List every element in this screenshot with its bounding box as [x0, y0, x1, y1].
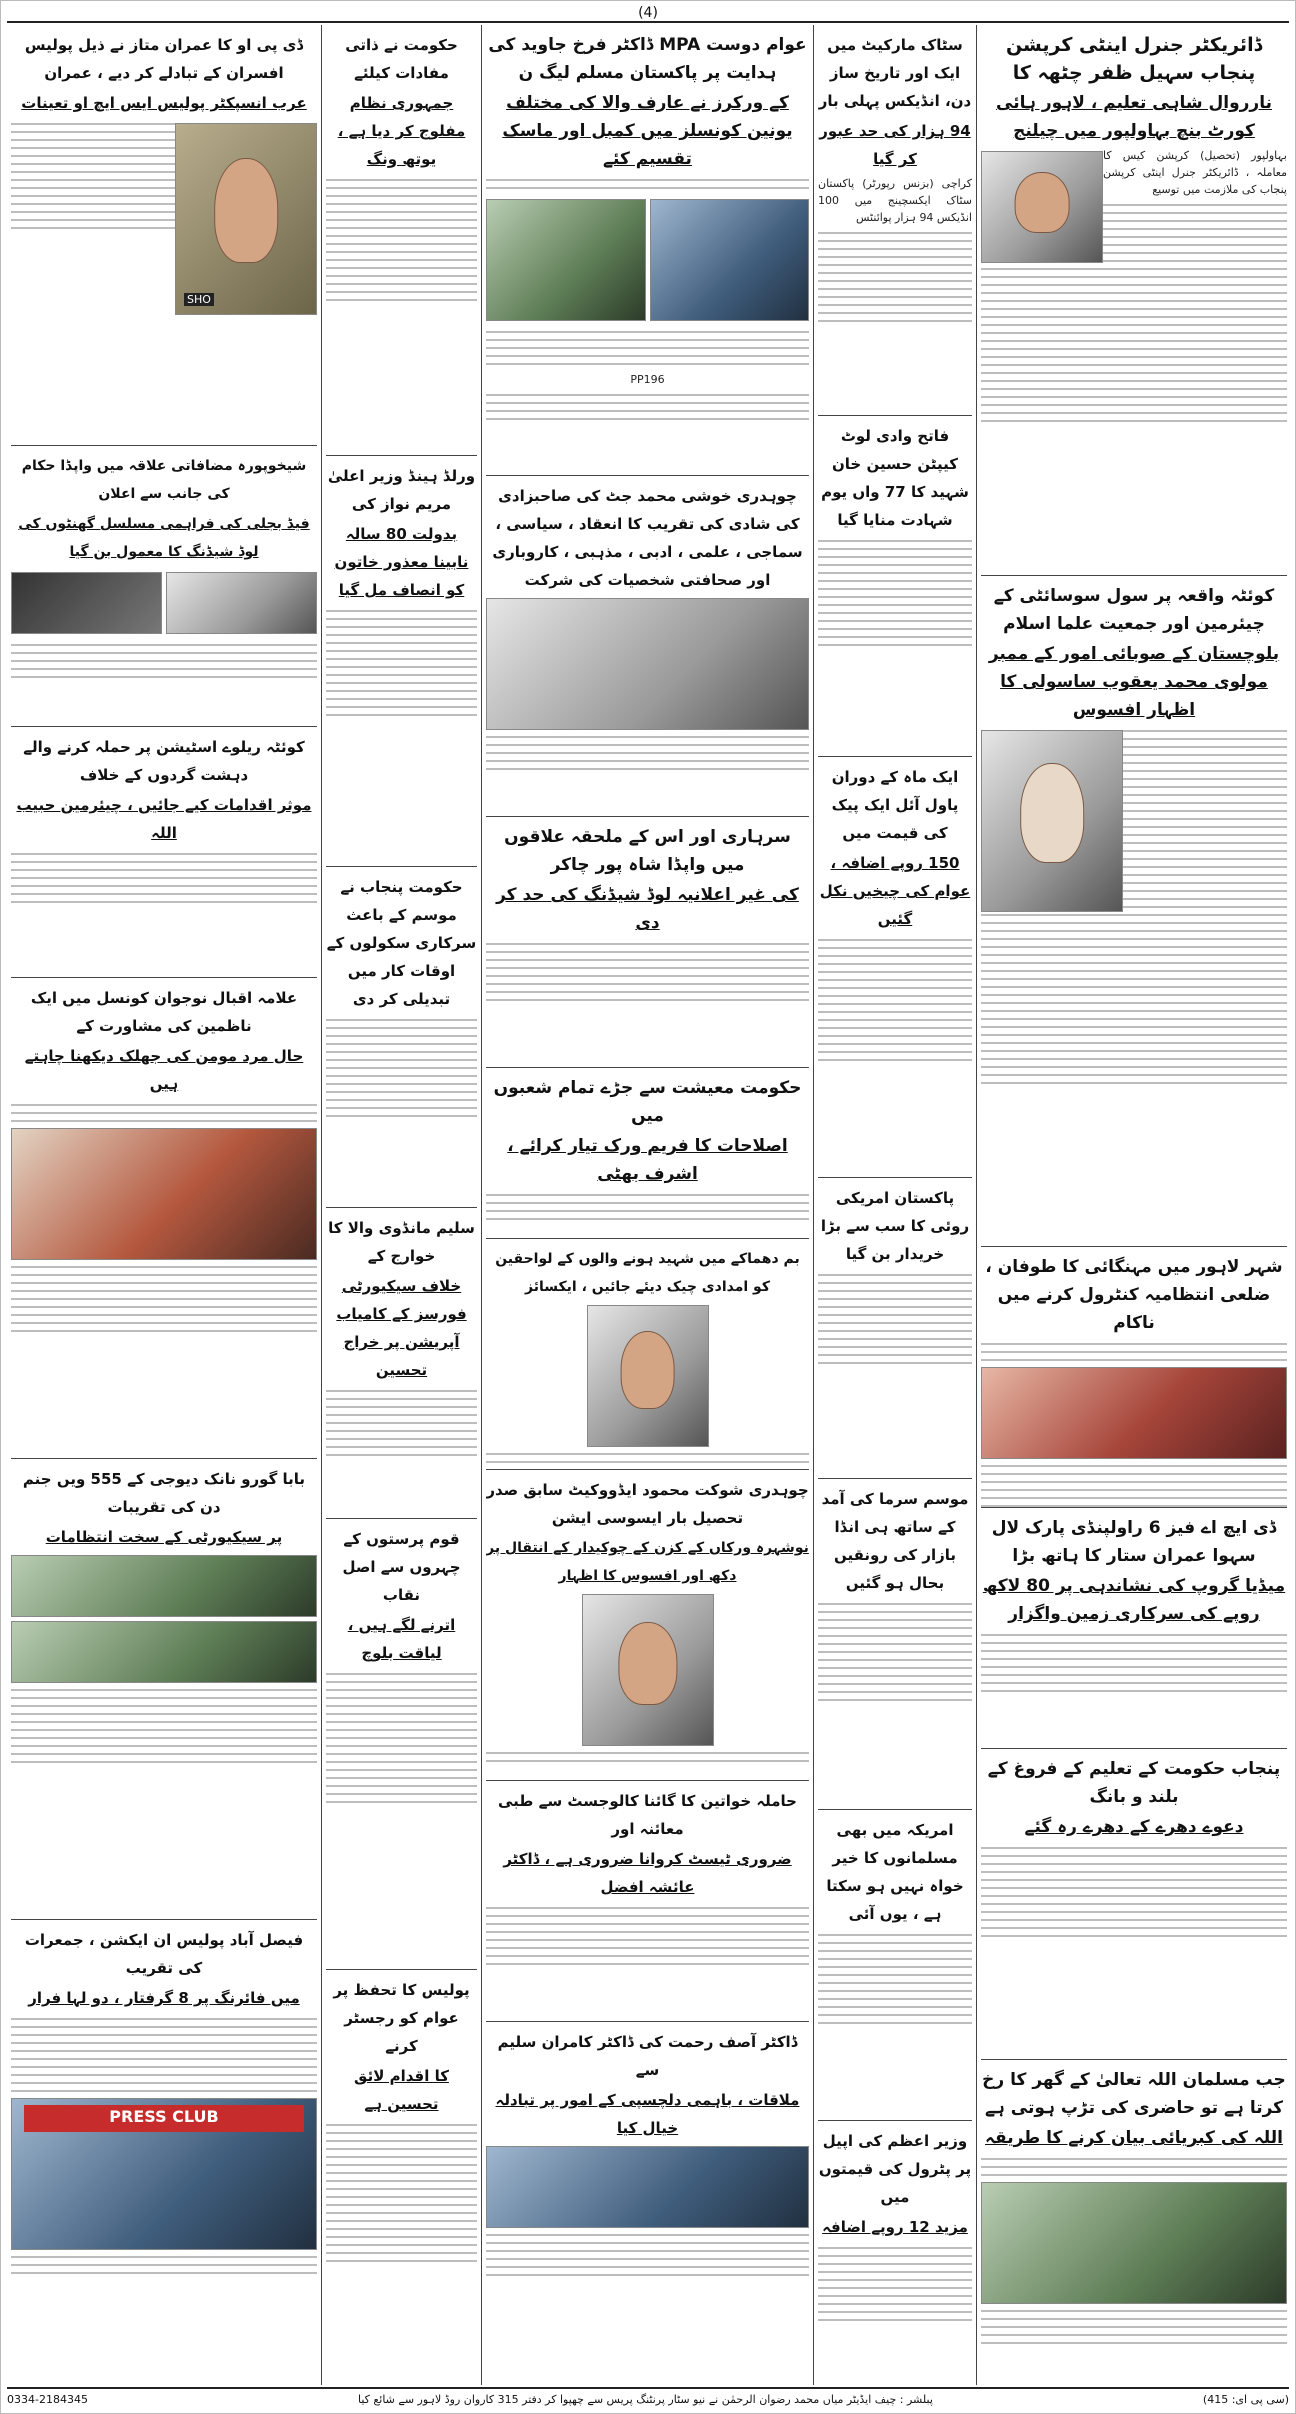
subheadline: پر سیکیورٹی کے سخت انتظامات	[45, 1528, 283, 1546]
headline: حاملہ خواتین کا گائنا کالوجسٹ سے طبی معائنہ اور	[498, 1792, 797, 1838]
subheadline: اصلاحات کا فریم ورک تیار کرائے ، اشرف بھٹی	[507, 1136, 788, 1184]
story	[486, 817, 809, 1068]
story-text-lines	[818, 2247, 972, 2321]
subheadline: ضروری ٹیسٹ کروانا ضروری ہے ، ڈاکٹر عائشہ افضل	[503, 1850, 792, 1896]
column-5	[7, 25, 321, 2385]
subheadline: کا اقدام لائق تحسین ہے	[354, 2067, 449, 2113]
story	[818, 2121, 972, 2385]
headline: حکومت پنجاب نے موسم کے باعث سرکاری سکولوں کے اوقات کار میں تبدیلی کر دی	[326, 878, 477, 1008]
headline: سرہاری اور اس کے ملحقہ علاقوں میں واپڈا شاہ پور چاکر	[504, 827, 791, 875]
cleric-photo	[981, 730, 1123, 912]
story-text-lines	[326, 610, 477, 716]
story-text-lines	[981, 2310, 1287, 2344]
story-text-lines	[11, 1104, 317, 1122]
story-text-lines	[818, 1274, 972, 1364]
headline: کوئٹہ ریلوے اسٹیشن پر حملہ کرنے والے دہشت گردوں کے خلاف	[23, 738, 305, 784]
subheadline: دعوے دھرے کے دھرے رہ گئے	[1024, 1817, 1244, 1837]
story	[11, 25, 317, 446]
story-text-lines	[818, 939, 972, 1061]
story-text-lines	[11, 1266, 317, 1332]
headline: موسم سرما کی آمد کے ساتھ ہی انڈا بازار کی رونقیں بحال ہو گئیں	[821, 1490, 969, 1592]
area-photo	[166, 572, 317, 634]
photo-caption: PP196	[630, 373, 665, 386]
meeting-photo	[486, 2146, 809, 2228]
story-text-lines	[981, 1634, 1287, 1692]
column-2	[814, 25, 976, 2385]
story-text-lines	[981, 1343, 1287, 1361]
headline: بم دھماکے میں شہید ہونے والوں کے لواحقین کو امدادی چیک دیئے جائیں ، ایکسائز	[495, 1251, 800, 1295]
subheadline: اترنے لگے ہیں ، لیاقت بلوچ	[347, 1616, 456, 1662]
photo-row	[11, 568, 317, 638]
subheadline: ملاقات ، باہمی دلچسپی کے امور پر تبادلہ خیال کیا	[495, 2091, 800, 2137]
story	[818, 1810, 972, 2121]
story	[981, 576, 1287, 1247]
headline: شیخوپورہ مضافاتی علاقہ میں واپڈا حکام کی جانب سے اعلان	[21, 458, 307, 502]
headline: عوام دوست MPA ڈاکٹر فرخ جاوید کی ہدایت پر پاکستان مسلم لیگ ن	[488, 35, 807, 83]
story	[818, 1479, 972, 1810]
story	[326, 1970, 477, 2385]
event-photo	[650, 199, 810, 321]
subheadline: فیڈ بجلی کی فراہمی مسلسل گھنٹوں کی لوڈ شیڈنگ کا معمول بن گیا	[18, 516, 310, 560]
sho-badge: SHO	[184, 293, 214, 306]
story-text-lines	[11, 1689, 317, 1763]
headline: ڈی ایچ اے فیز 6 راولپنڈی پارک لال سہوا عمران ستار کا ہاتھ بڑا	[991, 1518, 1277, 1566]
story	[818, 416, 972, 757]
story-intro: کراچی (بزنس رپورٹر) پاکستان سٹاک ایکسچینج میں 100 انڈیکس 94 ہزار پوائنٹس	[818, 177, 972, 224]
press-club-photo	[11, 2098, 317, 2250]
story-text-lines	[486, 1752, 809, 1762]
headline: حکومت نے ذاتی مفادات کیلئے	[345, 36, 458, 82]
story-text-lines	[326, 1019, 477, 1117]
story-text-lines	[486, 943, 809, 1001]
headline: ڈی پی او کا عمران متاز نے ذیل پولیس افسران کے تبادلے کر دیے ، عمران	[24, 36, 304, 82]
subheadline: میں فائرنگ پر 8 گرفتار ، دو لہا فرار	[28, 1989, 300, 2007]
headline: شہر لاہور میں مہنگائی کا طوفان ، ضلعی انتظامیہ کنٹرول کرنے میں ناکام	[985, 1257, 1283, 1333]
story	[486, 1068, 809, 1239]
meeting-photo	[11, 1621, 317, 1683]
subheadline: کی غیر اعلانیہ لوڈ شیڈنگ کی حد کر دی	[496, 885, 799, 933]
wedding-photo	[486, 598, 809, 730]
story-text-lines	[981, 2158, 1287, 2176]
event-photo	[11, 1128, 317, 1260]
subheadline: بلوچستان کے صوبائی امور کے ممبر مولوی محمد یعقوب ساسولی کا اظہار افسوس	[988, 644, 1280, 720]
headline: پنجاب حکومت کے تعلیم کے فروغ کے بلند و بانگ	[987, 1759, 1281, 1807]
headline: علامہ اقبال نوجوان کونسل میں ایک ناظمین کی مشاورت کے	[30, 989, 298, 1035]
story	[11, 978, 317, 1459]
story-text-lines	[486, 179, 809, 189]
subheadline: نارروال شاہی تعلیم ، لاہور ہائی کورٹ بنچ بہاولپور میں چیلنج	[996, 93, 1272, 141]
subheadline: 94 ہزار کی حد عبور کر گیا	[819, 122, 971, 168]
meeting-photo	[11, 1555, 317, 1617]
market-photo	[981, 1367, 1287, 1459]
portrait-photo	[587, 1305, 709, 1447]
story	[981, 2060, 1287, 2385]
subheadline: جمہوری نظام مفلوج کر دیا ہے ، یوتھ ونگ	[337, 94, 466, 168]
headline: امریکہ میں بھی مسلمانوں کا خیر خواہ نہیں ہو سکتا ہے ، یوں آئی	[826, 1821, 964, 1923]
headline: ڈائریکٹر جنرل اینٹی کرپشن پنجاب سہیل ظفر چٹھہ کا	[1005, 34, 1263, 84]
story	[486, 2022, 809, 2332]
story-text-lines	[326, 1390, 477, 1456]
headline: ایک ماہ کے دوران پاول آئل ایک پیک کی قیمت میں	[831, 768, 959, 842]
subheadline: بدولت 80 سالہ نابینا معذور خاتون کو انصاف مل گیا	[334, 525, 469, 599]
story	[981, 25, 1287, 576]
subheadline: خلاف سیکیورٹی فورسز کے کامیاب آپریشن پر خراج تحسین	[336, 1277, 467, 1379]
page-number: (4)	[638, 5, 658, 21]
column-4	[322, 25, 481, 2385]
story	[486, 1239, 809, 1470]
candle-photo	[11, 572, 162, 634]
story-text-lines	[11, 853, 317, 903]
story	[818, 1178, 972, 1479]
headline: فاتح وادی لوٹ کیپٹن حسین خان شہید کا 77 واں یوم شہادت منایا گیا	[821, 427, 969, 529]
headline: پاکستان امریکی روئی کا سب سے بڑا خریدار بن گیا	[820, 1189, 970, 1263]
story	[11, 446, 317, 727]
story-text-lines	[818, 1934, 972, 2024]
officer-photo	[175, 123, 317, 315]
story-intro: بہاولپور (تحصیل) کرپشن کیس کا معاملہ ، ڈائریکٹر جنرل اینٹی کرپشن پنجاب کی ملازمت میں توسیع	[1103, 149, 1287, 196]
column-1	[977, 25, 1291, 2385]
headline: ورلڈ ہینڈ وزیر اعلیٰ مریم نواز کی	[327, 467, 476, 513]
story	[11, 1920, 317, 2385]
subheadline: نوشہرہ ورکاں کے کزن کے چوکیدار کے انتقال پر دکھ اور افسوس کا اظہار	[486, 1540, 809, 1584]
story	[326, 867, 477, 1208]
headline: وزیر اعظم کی اپیل پر پٹرول کی قیمتوں میں	[818, 2132, 972, 2206]
subheadline: اللہ کی کبریائی بیان کرنے کا طریقہ	[985, 2128, 1283, 2148]
page-footer	[7, 2387, 1289, 2413]
story	[326, 456, 477, 867]
headline: حکومت معیشت سے جڑے تمام شعبوں میں	[493, 1078, 802, 1126]
story	[11, 1459, 317, 1920]
story	[486, 1470, 809, 1781]
story-text-lines	[981, 1465, 1287, 1507]
story	[486, 25, 809, 476]
headline: پولیس کا تحفظ پر عوام کو رجسٹر کرنے	[333, 1981, 470, 2055]
story-text-lines	[11, 2018, 317, 2092]
officer-photo	[981, 151, 1103, 263]
headline: چوہدری شوکت محمود ایڈووکیٹ سابق صدر تحصیل بار ایسوسی ایشن	[486, 1481, 809, 1527]
subheadline: 150 روپے اضافہ ، عوام کی چیخیں نکل گئیں	[819, 854, 971, 928]
story-text-lines	[486, 2234, 809, 2276]
subheadline: میڈیا گروپ کی نشاندہی پر 80 لاکھ روپے کی سرکاری زمین واگزار	[982, 1576, 1286, 1624]
headline: چوہدری خوشی محمد جٹ کی صاحبزادی کی شادی کی تقریب کا انعقاد ، سیاسی ، سماجی ، علمی ، ادبی ، مذہبی ، کاروباری اور صحافتی شخصیات کی شرکت	[492, 487, 803, 589]
story-text-lines	[486, 331, 809, 365]
story-text-lines	[11, 644, 317, 678]
story-text-lines	[326, 2124, 477, 2262]
story	[818, 757, 972, 1178]
story-text-lines	[818, 540, 972, 646]
story-text-lines	[981, 1847, 1287, 1937]
headline: سٹاک مارکیٹ میں ایک اور تاریخ ساز دن، انڈیکس پہلی بار	[818, 36, 972, 110]
subheadline: مزید 12 روپے اضافہ	[822, 2218, 968, 2236]
story	[981, 1508, 1287, 1749]
subheadline: کے ورکرز نے عارف والا کی مختلف یونین کونسلز میں کمبل اور ماسک تقسیم کئے	[502, 93, 793, 169]
story	[818, 25, 972, 416]
story	[486, 476, 809, 817]
headline: جب مسلمان اللہ تعالیٰ کے گھر کا رخ کرتا ہے تو حاضری کی تڑپ ہوتی ہے	[982, 2070, 1286, 2118]
story	[326, 1519, 477, 1970]
story-text-lines	[326, 1673, 477, 1803]
story-text-lines	[486, 394, 809, 420]
top-rule	[7, 21, 1289, 23]
subheadline: حال مرد مومن کی جھلک دیکھنا چاہتے ہیں	[24, 1047, 304, 1093]
story-text-lines	[486, 736, 809, 770]
story	[486, 1781, 809, 2022]
footer-publisher: پبلشر : چیف ایڈیٹر میاں محمد رضوان الرحمٰن نے نیو سٹار پرنٹنگ پریس سے چھپوا کر دفتر 315 کاروان روڈ لاہور سے شائع کیا	[358, 2393, 933, 2406]
story-text-lines	[486, 1194, 809, 1220]
story	[981, 1749, 1287, 2060]
group-photo	[981, 2182, 1287, 2304]
story	[11, 727, 317, 978]
portrait-photo	[582, 1594, 714, 1746]
column-3	[482, 25, 813, 2385]
story	[981, 1247, 1287, 1508]
press-club-banner: PRESS CLUB	[24, 2105, 304, 2132]
photo-row	[486, 195, 809, 325]
footer-cpe: (سی پی ای: 415)	[1202, 2393, 1289, 2406]
story-text-lines	[11, 2256, 317, 2274]
story	[326, 1208, 477, 1519]
headline: فیصل آباد پولیس ان ایکشن ، جمعرات کی تقریب	[24, 1931, 304, 1977]
headline: ڈاکٹر آصف رحمت کی ڈاکٹر کامران سلیم سے	[497, 2033, 798, 2079]
story-text-lines	[486, 1453, 809, 1463]
headline: کوئٹہ واقعہ پر سول سوسائٹی کے چیئرمین اور جمعیت علما اسلام	[993, 586, 1275, 634]
story-text-lines	[486, 1907, 809, 1965]
headline: سلیم مانڈوی والا کا خوارج کے	[328, 1219, 475, 1265]
footer-phone: 0334-2184345	[7, 2393, 88, 2406]
headline: بابا گورو نانک دیوجی کے 555 ویں جنم دن کی تقریبات	[22, 1470, 306, 1516]
story	[326, 25, 477, 456]
subheadline: عرب انسپکٹر پولیس ایس ایچ او تعینات	[21, 94, 307, 112]
subheadline: موثر اقدامات کیے جائیں ، چیئرمین حبیب اللہ	[16, 796, 312, 842]
story-text-lines	[326, 179, 477, 301]
headline: قوم پرستوں کے چہروں سے اصل نقاب	[342, 1530, 461, 1604]
story-text-lines	[818, 1603, 972, 1701]
event-photo	[486, 199, 646, 321]
story-text-lines	[818, 232, 972, 322]
